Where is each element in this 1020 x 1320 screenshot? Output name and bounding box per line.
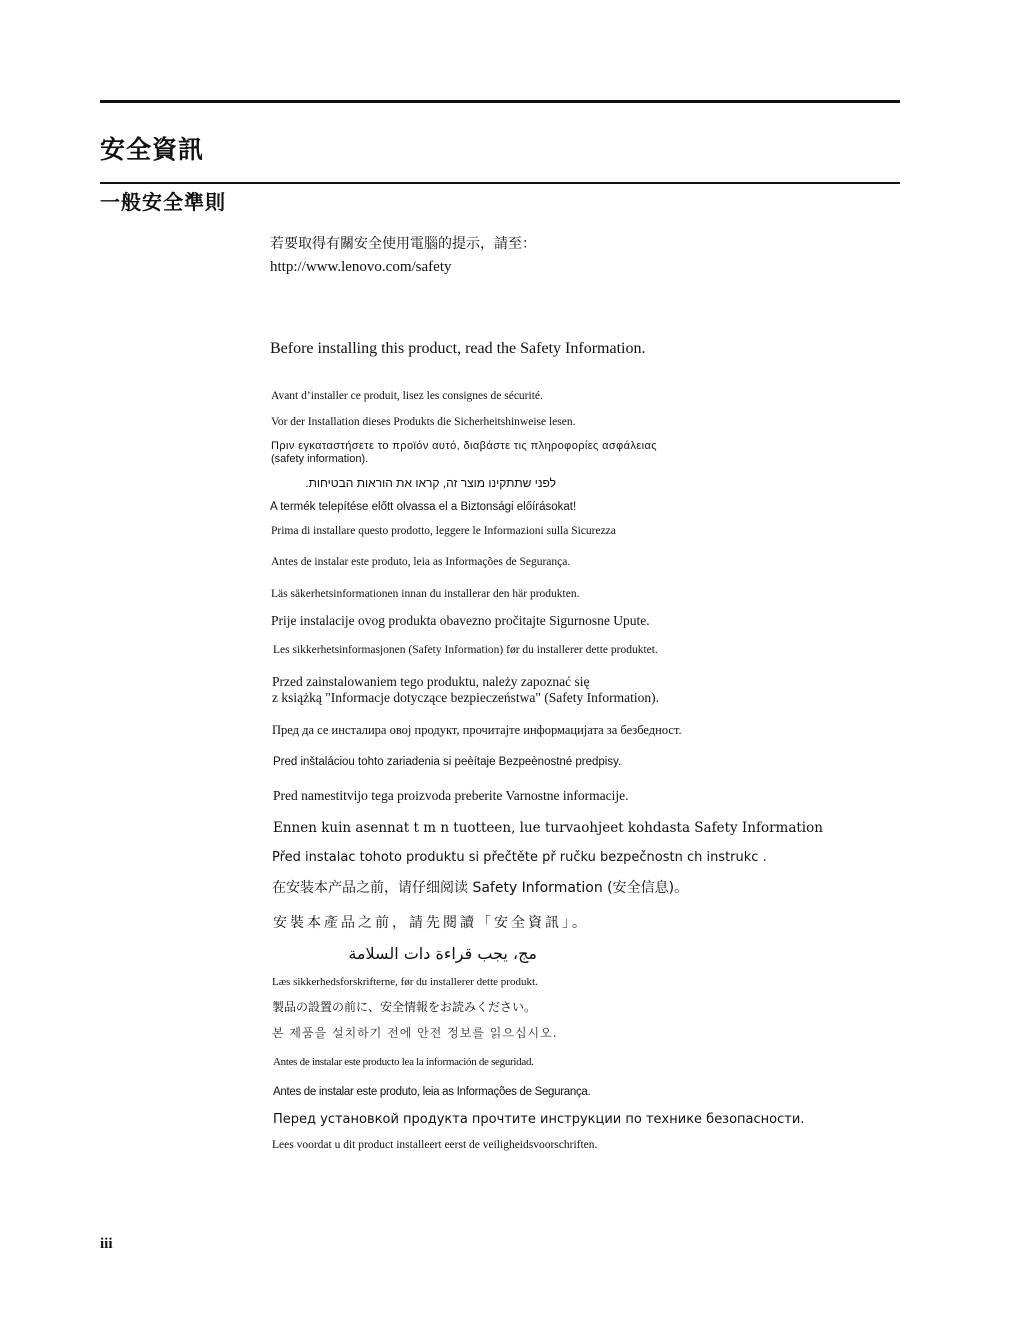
translation-slovak: Pred inštaláciou tohto zariadenia si peèítaje Bezpeènostné predpisy. [273,756,622,768]
translation-finnish: Ennen kuin asennat t m n tuotteen, lue turvaohjeet kohdasta Safety Information [273,820,823,836]
translation-polish-line2: z książką "Informacje dotyczące bezpieczeństwa" (Safety Information). [272,690,659,705]
safety-notice: Before installing this product, read the Safety Information. [270,340,646,357]
translation-hungarian: A termék telepítése előtt olvassa el a Biztonsági előírásokat! [270,501,577,513]
translation-hebrew: לפני שתתקינו מוצר זה, קראו את הוראות הבטיחות. [305,476,556,490]
translation-czech: Před instalac tohoto produktu si přečtěte př ručku bezpečnostn ch instrukc . [272,850,767,865]
translation-portuguese: Antes de instalar este produto, leia as Informações de Segurança. [273,1086,591,1098]
section-title: 一般安全準則 [100,190,226,214]
translation-spanish: Antes de instalar este producto lea la información de seguridad. [273,1056,534,1068]
top-rule [100,100,900,103]
translation-greek-line1: Πριν εγκαταστήσετε το προϊόν αυτό, διαβάστε τις πληροφορίες ασφάλειας [271,440,657,452]
page-title: 安全資訊 [100,135,205,164]
translation-portuguese-br: Antes de instalar este produto, leia as Informações de Segurança. [271,556,571,568]
translation-italian: Prima di installare questo prodotto, leggere le Informazioni sulla Sicurezza [271,525,616,537]
translation-traditional-chinese: 安裝本產品之前，請先閱讀「安全資訊」。 [273,915,589,931]
page-number: iii [100,1236,113,1252]
translation-greek-line2: (safety information). [271,453,369,465]
translation-slovenian: Pred namestitvijo tega proizvoda preberite Varnostne informacije. [273,788,629,803]
section-rule [100,182,900,184]
translation-croatian: Prije instalacije ovog produkta obavezno pročitajte Sigurnosne Upute. [271,613,650,628]
translation-swedish: Läs säkerhetsinformationen innan du installerar den här produkten. [271,588,580,600]
translation-korean: 본 제품을 설치하기 전에 안전 정보를 읽으십시오. [272,1026,558,1040]
translation-japanese: 製品の設置の前に、安全情報をお読みください。 [272,1000,537,1014]
translation-danish: Læs sikkerhedsforskrifterne, før du installerer dette produkt. [272,976,538,988]
translation-russian: Перед установкой продукта прочтите инструкции по технике безопасности. [273,1112,805,1127]
translation-french: Avant d’installer ce produit, lisez les consignes de sécurité. [271,390,543,402]
translation-norwegian: Les sikkerhetsinformasjonen (Safety Information) før du installerer dette produktet. [273,644,658,656]
intro-text: 若要取得有關安全使用電腦的提示，請至： [270,236,536,252]
translation-arabic: مج، يجب قراءة دات السلامة [348,944,537,963]
translation-simplified-chinese: 在安装本产品之前，请仔细阅读 Safety Information (安全信息)。 [272,880,689,896]
safety-url: http://www.lenovo.com/safety [270,259,452,275]
translation-polish-line1: Przed zainstalowaniem tego produktu, należy zapoznać się [272,674,590,689]
translation-macedonian: Пред да се инсталира овој продукт, прочитајте информацијата за безбедност. [272,723,682,737]
translation-german: Vor der Installation dieses Produkts die Sicherheitshinweise lesen. [271,416,576,428]
translation-dutch: Lees voordat u dit product installeert eerst de veiligheidsvoorschriften. [272,1139,598,1151]
